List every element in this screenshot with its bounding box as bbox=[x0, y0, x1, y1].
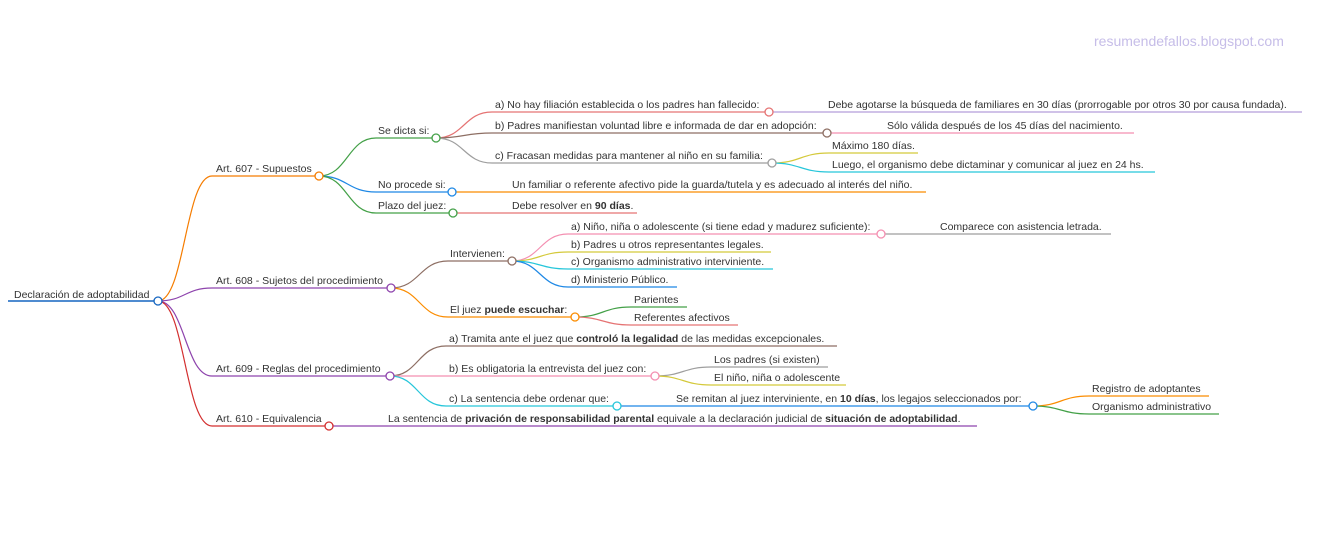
art609-c-i1-label-part: Registro de adoptantes bbox=[1092, 383, 1201, 395]
plazo-label-part: Plazo del juez: bbox=[378, 200, 447, 212]
art609-c-note-toggle[interactable] bbox=[1029, 402, 1037, 410]
plazo-note-part: . bbox=[630, 200, 634, 212]
se-dicta-a-label bbox=[495, 99, 759, 111]
art609-c-label bbox=[449, 393, 609, 405]
plazo-label bbox=[378, 200, 446, 212]
art609-c-note-part: Se remitan al juez interviniente, en bbox=[676, 393, 841, 405]
juez-label-part: puede escuchar bbox=[484, 304, 565, 316]
juez-p1-label bbox=[634, 294, 678, 306]
art609-b-i1-label-part: Los padres (si existen) bbox=[714, 354, 820, 366]
art609-label bbox=[216, 363, 381, 375]
art610-note-part: privación de responsabilidad parental bbox=[465, 413, 655, 425]
art609-c-toggle[interactable] bbox=[613, 402, 621, 410]
juez-p1-label-part: Parientes bbox=[634, 294, 679, 306]
art610-note-part: situación de adoptabilidad bbox=[825, 413, 958, 425]
art610-label-part: Art. 610 - Equivalencia bbox=[216, 413, 322, 425]
intervienen-a-label-part: a) Niño, niña o adolescente (si tiene edad y madurez suficiente): bbox=[571, 221, 871, 233]
se-dicta-label-part: Se dicta si: bbox=[378, 125, 430, 137]
connector-line bbox=[319, 138, 376, 176]
connector-line bbox=[655, 376, 711, 385]
juez-toggle[interactable] bbox=[571, 313, 579, 321]
connector-line bbox=[436, 133, 492, 138]
se-dicta-c-note1-part: Máximo 180 días. bbox=[832, 140, 915, 152]
art609-c-label-part: c) La sentencia debe ordenar que: bbox=[449, 393, 609, 405]
intervienen-toggle[interactable] bbox=[508, 257, 516, 265]
root-label bbox=[14, 289, 150, 301]
no-procede-label bbox=[378, 179, 446, 191]
art609-c-note bbox=[676, 393, 1022, 405]
plazo-toggle[interactable] bbox=[449, 209, 457, 217]
intervienen-b-label-part: b) Padres u otros representantes legales. bbox=[571, 239, 764, 251]
se-dicta-c-label bbox=[495, 150, 763, 162]
connector-line bbox=[391, 261, 448, 288]
juez-label bbox=[450, 304, 567, 316]
root-toggle[interactable] bbox=[154, 297, 162, 305]
connector-line bbox=[1033, 406, 1089, 414]
art610-label bbox=[216, 413, 322, 425]
intervienen-c-label bbox=[571, 256, 764, 268]
connector-line bbox=[390, 346, 446, 376]
se-dicta-a-note-part: Debe agotarse la búsqueda de familiares en 30 días (prorrogable por otros 30 por causa fundada). bbox=[828, 99, 1287, 111]
art609-b-toggle[interactable] bbox=[651, 372, 659, 380]
connector-line bbox=[772, 153, 829, 163]
art609-b-i1-label bbox=[714, 354, 820, 366]
connector-line bbox=[319, 176, 376, 213]
se-dicta-toggle[interactable] bbox=[432, 134, 440, 142]
watermark: resumendefallos.blogspot.com bbox=[1094, 33, 1284, 49]
art609-toggle[interactable] bbox=[386, 372, 394, 380]
no-procede-toggle[interactable] bbox=[448, 188, 456, 196]
art609-b-label-part: b) Es obligatoria la entrevista del juez con: bbox=[449, 363, 647, 375]
art610-note bbox=[388, 413, 961, 425]
connector-line bbox=[158, 288, 212, 301]
intervienen-a-toggle[interactable] bbox=[877, 230, 885, 238]
art609-a-label-part: controló la legalidad bbox=[576, 333, 679, 345]
art609-label-part: Art. 609 - Reglas del procedimiento bbox=[216, 363, 381, 375]
juez-p2-label-part: Referentes afectivos bbox=[634, 312, 730, 324]
art608-toggle[interactable] bbox=[387, 284, 395, 292]
se-dicta-label bbox=[378, 125, 429, 137]
connector-line bbox=[575, 307, 631, 317]
connector-line bbox=[158, 301, 212, 426]
se-dicta-c-note2 bbox=[832, 159, 1144, 171]
se-dicta-b-label-part: b) Padres manifiestan voluntad libre e informada de dar en adopción: bbox=[495, 120, 817, 132]
connector-line bbox=[319, 176, 376, 192]
art609-a-label-part: de las medidas excepcionales. bbox=[678, 333, 825, 345]
art609-a-label bbox=[449, 333, 824, 345]
intervienen-b-label bbox=[571, 239, 764, 251]
art609-c-i2-label-part: Organismo administrativo bbox=[1092, 401, 1212, 413]
art610-note-part: La sentencia de bbox=[388, 413, 466, 425]
intervienen-d-label bbox=[571, 274, 668, 286]
connector-line bbox=[390, 376, 446, 406]
juez-label-part: : bbox=[564, 304, 568, 316]
connector-line bbox=[1033, 396, 1089, 406]
se-dicta-c-note2-part: Luego, el organismo debe dictaminar y comunicar al juez en 24 hs. bbox=[832, 159, 1144, 171]
art609-c-i1-label bbox=[1092, 383, 1201, 395]
art610-note-part: . bbox=[957, 413, 961, 425]
art609-c-note-part: , los legajos seleccionados por: bbox=[875, 393, 1022, 405]
juez-label-part: El juez bbox=[450, 304, 485, 316]
se-dicta-b-note-part: Sólo válida después de los 45 días del nacimiento. bbox=[887, 120, 1123, 132]
connector-line bbox=[436, 112, 492, 138]
intervienen-a-note bbox=[940, 221, 1102, 233]
connector-line bbox=[436, 138, 492, 163]
plazo-note-part: Debe resolver en bbox=[512, 200, 595, 212]
connector-line bbox=[655, 367, 711, 376]
art609-b-i2-label-part: El niño, niña o adolescente bbox=[714, 372, 841, 384]
se-dicta-b-toggle[interactable] bbox=[823, 129, 831, 137]
connector-line bbox=[391, 288, 448, 317]
connector-line bbox=[575, 317, 631, 325]
se-dicta-c-toggle[interactable] bbox=[768, 159, 776, 167]
art609-a-label-part: a) Tramita ante el juez que bbox=[449, 333, 577, 345]
art610-note-part: equivale a la declaración judicial de bbox=[654, 413, 826, 425]
no-procede-note-part: Un familiar o referente afectivo pide la guarda/tutela y es adecuado al interés del niño. bbox=[512, 179, 913, 191]
intervienen-a-note-part: Comparece con asistencia letrada. bbox=[940, 221, 1102, 233]
juez-p2-label bbox=[634, 312, 730, 324]
no-procede-note bbox=[512, 179, 912, 191]
plazo-note-part: 90 días bbox=[594, 200, 631, 212]
se-dicta-a-note bbox=[828, 99, 1287, 111]
art607-toggle[interactable] bbox=[315, 172, 323, 180]
se-dicta-c-note1 bbox=[832, 140, 915, 152]
plazo-note bbox=[512, 200, 633, 212]
art607-label-part: Art. 607 - Supuestos bbox=[216, 163, 312, 175]
art610-toggle[interactable] bbox=[325, 422, 333, 430]
se-dicta-a-toggle[interactable] bbox=[765, 108, 773, 116]
connector-line bbox=[772, 163, 829, 172]
art609-b-label bbox=[449, 363, 646, 375]
connector-line bbox=[158, 176, 212, 301]
se-dicta-b-note bbox=[887, 120, 1123, 132]
se-dicta-c-label-part: c) Fracasan medidas para mantener al niño en su familia: bbox=[495, 150, 763, 162]
art608-label-part: Art. 608 - Sujetos del procedimiento bbox=[216, 275, 383, 287]
art608-label bbox=[216, 275, 383, 287]
intervienen-d-label-part: d) Ministerio Público. bbox=[571, 274, 669, 286]
intervienen-c-label-part: c) Organismo administrativo interviniente. bbox=[571, 256, 765, 268]
art607-label bbox=[216, 163, 312, 175]
art609-b-i2-label bbox=[714, 372, 840, 384]
art609-c-i2-label bbox=[1092, 401, 1211, 413]
intervienen-label bbox=[450, 248, 505, 260]
se-dicta-b-label bbox=[495, 120, 817, 132]
root-label-part: Declaración de adoptabilidad bbox=[14, 289, 150, 301]
intervienen-label-part: Intervienen: bbox=[450, 248, 505, 260]
intervienen-a-label bbox=[571, 221, 870, 233]
art609-c-note-part: 10 días bbox=[840, 393, 876, 405]
no-procede-label-part: No procede si: bbox=[378, 179, 446, 191]
se-dicta-a-label-part: a) No hay filiación establecida o los padres han fallecido: bbox=[495, 99, 760, 111]
